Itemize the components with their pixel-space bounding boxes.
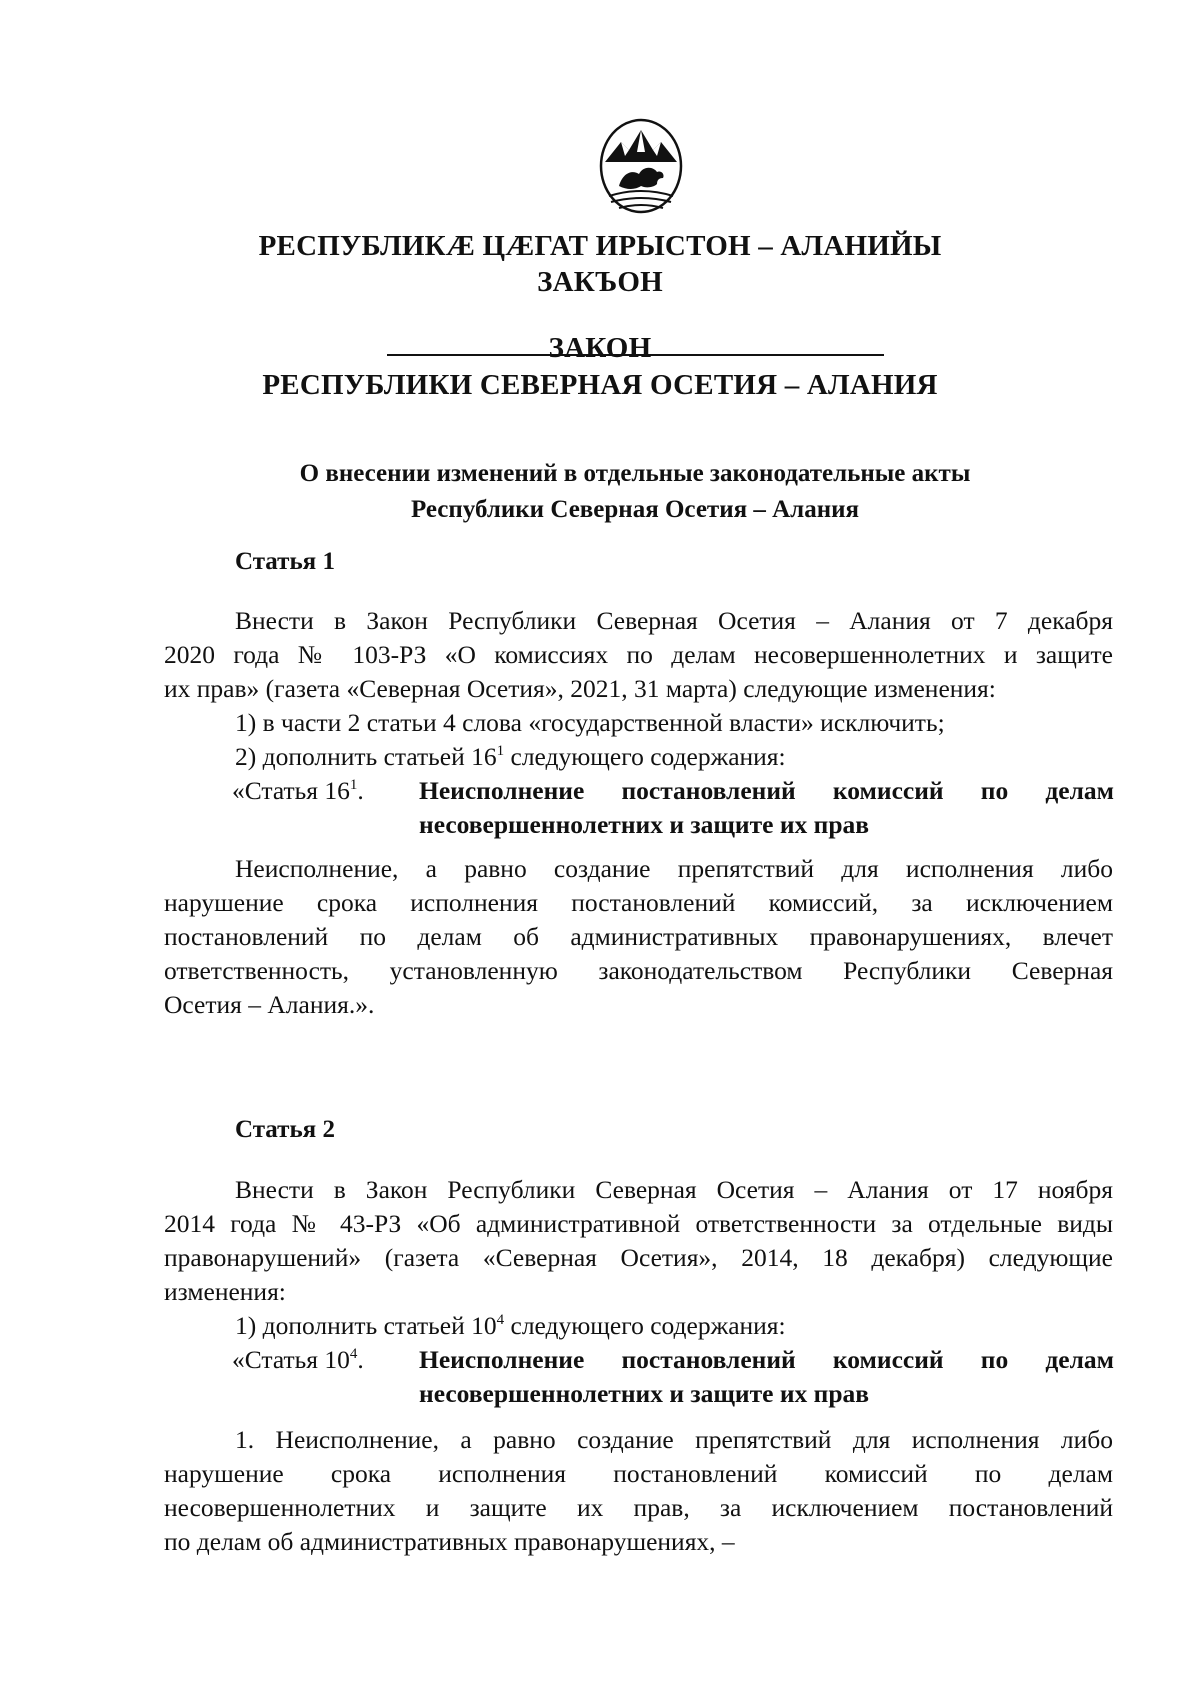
law-title bbox=[220, 456, 1050, 528]
paragraph-line: нарушение срока исполнения постановлений комиссий, за исключением bbox=[164, 888, 1113, 917]
russian-republic-name: РЕСПУБЛИКИ СЕВЕРНАЯ ОСЕТИЯ – АЛАНИЯ bbox=[262, 369, 938, 401]
paragraph-line: ответственность, установленную законодательством Республики Северная bbox=[164, 956, 1113, 985]
article-1-item-1: 1) в части 2 статьи 4 слова «государственной власти» исключить; bbox=[235, 708, 945, 737]
paragraph-line: 2014 года № 43-РЗ «Об административной ответственности за отдельные виды bbox=[164, 1209, 1113, 1238]
ossetian-republic-name: РЕСПУБЛИКӔ ЦӔГАТ ИРЫСТОН – АЛАНИЙЫ bbox=[258, 230, 942, 262]
paragraph-line: изменения: bbox=[164, 1277, 286, 1306]
paragraph-line: правонарушений» (газета «Северная Осетия», 2014, 18 декабря) следующие bbox=[164, 1243, 1113, 1272]
article-2-heading: Статья 2 bbox=[235, 1116, 335, 1143]
article-2-intro bbox=[164, 1173, 1113, 1309]
new-article-16-1-title bbox=[419, 774, 1114, 842]
new-article-10-4-label: «Статья $10^4$. bbox=[232, 1345, 364, 1374]
russian-law-label: ЗАКОН bbox=[548, 332, 652, 364]
paragraph-line: по делам об административных правонарушениях, – bbox=[164, 1527, 735, 1556]
article-1-body bbox=[164, 852, 1113, 1022]
new-article-16-1-label: «Статья $16^1$. bbox=[232, 776, 364, 805]
article-2-item-1: 1) дополнить статьей $10^4$ следующего содержания: bbox=[235, 1311, 786, 1340]
new-article-10-4-title bbox=[419, 1343, 1114, 1411]
paragraph-line: нарушение срока исполнения постановлений комиссий по делам bbox=[164, 1459, 1113, 1488]
title-line: Неисполнение постановлений комиссий по делам bbox=[419, 776, 1114, 805]
title-line: Неисполнение постановлений комиссий по делам bbox=[419, 1345, 1114, 1374]
article-1-item-2: 2) дополнить статьей $16^1$ следующего содержания: bbox=[235, 742, 786, 771]
paragraph-line: 1. Неисполнение, а равно создание препятствий для исполнения либо bbox=[235, 1425, 1113, 1454]
paragraph-line: Внести в Закон Республики Северная Осетия – Алания от 7 декабря bbox=[235, 606, 1113, 635]
law-title-line: Республики Северная Осетия – Алания bbox=[410, 496, 860, 523]
paragraph-line: Неисполнение, а равно создание препятствий для исполнения либо bbox=[235, 854, 1113, 883]
article-2-body bbox=[164, 1423, 1113, 1559]
paragraph-line: 2020 года № 103-РЗ «О комиссиях по делам несовершеннолетних и защите bbox=[164, 640, 1113, 669]
ossetian-law-label: ЗАКЪОН bbox=[537, 266, 663, 298]
paragraph-line: Осетия – Алания.». bbox=[164, 990, 375, 1019]
law-title-line: О внесении изменений в отдельные законодательные акты bbox=[299, 460, 971, 487]
title-line: несовершеннолетних и защите их прав bbox=[419, 1379, 870, 1408]
paragraph-line: их прав» (газета «Северная Осетия», 2021, 31 марта) следующие изменения: bbox=[164, 674, 996, 703]
paragraph-line: несовершеннолетних и защите их прав, за исключением постановлений bbox=[164, 1493, 1113, 1522]
coat-of-arms-emblem bbox=[597, 116, 685, 216]
article-1-heading: Статья 1 bbox=[235, 548, 335, 575]
paragraph-line: Внести в Закон Республики Северная Осетия – Алания от 17 ноября bbox=[235, 1175, 1113, 1204]
title-line: несовершеннолетних и защите их прав bbox=[419, 810, 870, 839]
article-1-intro bbox=[164, 604, 1113, 706]
paragraph-line: постановлений по делам об административных правонарушениях, влечет bbox=[164, 922, 1113, 951]
